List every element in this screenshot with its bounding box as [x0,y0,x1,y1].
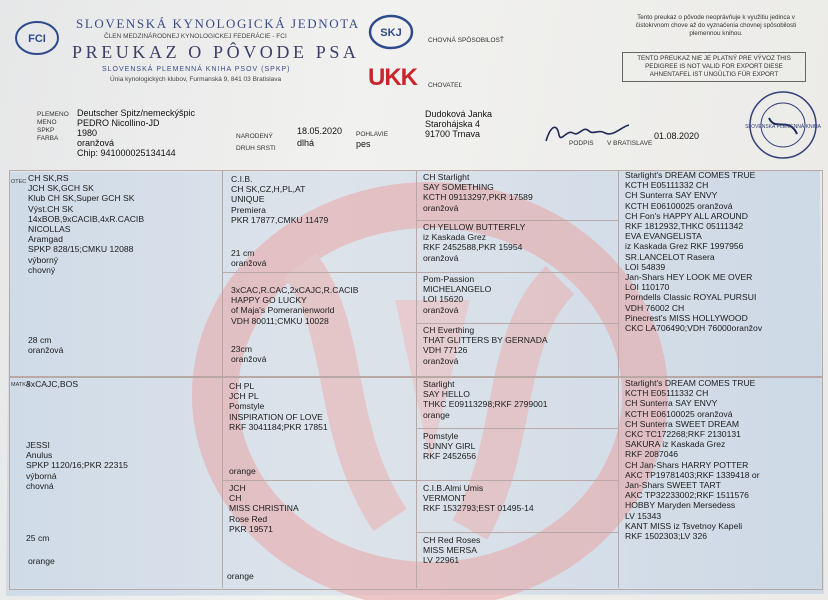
g3-line: SAY SOMETHING [423,182,494,193]
export-notice: TENTO PREUKAZ NIE JE PLATNÝ PRE VÝVOZ THIS PEDIGREE IS NOT VALID FOR EXPORT DIESE AHNENTAFEL IST UNGÜLTIG FÜR EXPORT [622,52,806,82]
g3-line: RKF 2452656 [423,451,477,462]
svg-text:SKJ: SKJ [380,27,402,39]
sd-name: HAPPY GO LUCKY [231,295,307,306]
g3-line: iz Kaskada Grez [423,232,487,243]
svg-text:FCI: FCI [28,33,46,45]
coat-value: dlhá [297,138,315,148]
coat-label: DRUH SRSTI [236,145,276,152]
dams-dam [229,483,299,534]
born-value: 18.05.2020 [297,126,343,136]
sires-dam-size [231,344,266,364]
dog-name: PEDRO Nicollino-JD [77,118,160,128]
dam-details [26,440,128,491]
g4-line: KANT MISS iz Tsvetnoy Kapeli [625,520,743,531]
column-divider-3 [618,170,619,588]
g3-line: RKF 2452588,PKR 15954 [423,242,523,253]
sd-line: 3xCAC,R.CAC,2xCAJC,R.CACIB [231,285,359,295]
row-divider-sire [222,272,618,273]
g3-line: VDH 77126 [423,345,468,356]
row-divider-g3a [416,220,618,221]
g3-line: CH YELLOW BUTTERFLY [423,222,526,232]
g3-line: orange [423,409,450,420]
g4-line: KCTH E05111332 CH [625,388,709,399]
g3-line: MICHELANGELO [423,284,492,295]
g3-line: CH Starlight [423,172,470,182]
g3-line: oranžová [423,202,459,213]
g3-line: VERMONT [423,493,466,504]
g4-line: CH Sunterra SWEET DREAM [625,418,739,429]
g4-line: RKF 1502303;LV 326 [625,531,708,542]
g3-sds [423,274,491,315]
g4-line: SR.LANCELOT Rasera [625,251,715,262]
ds-line: JCH PL [229,391,259,402]
g3-line: oranžová [423,252,459,263]
g3-sss [423,172,533,213]
g3-dss [423,379,548,420]
org-subtitle: ČLEN MEDZINÁRODNEJ KYNOLOGICKEJ FEDERÁCIE - FCI [104,33,287,40]
g4-line: RKF 1812932,THKC 05111342 [625,221,744,232]
g4-line: KCTH E05111332 CH [625,180,709,191]
dam-titles [26,379,78,389]
sd-line: oranžová [231,354,267,365]
g4-line: CKC LA706490;VDH 76000oranžov [625,323,763,334]
document-title: PREUKAZ O PÔVODE PSA [72,42,360,62]
g4-line: AKC TP19781403;RKF 1339418 or [625,469,760,480]
g4-line: SAKURA iz Kaskada Grez [625,439,726,450]
ukk-logo: UKK [368,64,417,91]
dam-line: výborná [26,470,57,481]
dd-line: JCH [229,483,246,493]
breeder-city: 91700 Trnava [425,129,481,139]
sire-line: Aramgad [28,234,63,245]
ss-line: CH SK,CZ,H,PL,AT [231,184,306,195]
g4-line: Jan-Shars HEY LOOK ME OVER [625,272,753,283]
g3-line: LV 22961 [423,555,460,566]
dam-line: SPKP 1120/16;PKR 22315 [26,460,128,471]
sex-label: POHLAVIE [356,131,389,138]
dam-size [26,533,49,543]
sire-line: Klub CH SK,Super GCH SK [28,193,135,204]
g3-line: RKF 1532793;EST 01495-14 [423,503,534,514]
breed-label: PLEMENO [37,111,69,118]
color-value: oranžová [77,138,115,148]
sire-line: JCH SK,GCH SK [28,183,94,194]
dam-line: Anulus [26,450,53,461]
issue-date: 01.08.2020 [654,131,700,141]
dd-line: PKR 19571 [229,523,273,534]
ds-line: Pomstyle [229,401,265,412]
g4-line: VDH 76002 CH [625,302,685,313]
dd-name: MISS CHRISTINA [229,503,299,514]
g4-line: CH Jan-Shars HARRY POTTER [625,459,749,470]
dam-height: 25 cm [26,533,50,543]
g3-line: THKC E09113298;RKF 2799001 [423,399,548,410]
ds-line: RKF 3041184;PKR 17851 [229,421,328,432]
g3-line: oranžová [423,304,459,315]
g4-line: CKC TC172268;RKF 2130131 [625,429,741,440]
org-name: SLOVENSKÁ KYNOLOGICKÁ JEDNOTA [76,16,360,31]
g4-line: Starlight's DREAM COMES TRUE [625,170,756,180]
g3-line: LOI 15620 [423,294,464,305]
row-divider-g3d [416,532,618,533]
registry-address: Únia kynologických klubov, Furmanská 9, 841 03 Bratislava [110,76,282,83]
sire-line: 14xBOB,9xCACIB,4xR.CACIB [28,213,145,224]
dam-line: chovná [26,480,54,491]
ss-name: UNIQUE [231,194,265,205]
g4-line: AKC TP32233002;RKF 1511576 [625,490,749,501]
g3-line: CH Everthing [423,325,475,335]
column-divider-1 [222,170,223,588]
dd-line: CH [229,493,242,504]
ss-line: Premiera [231,204,266,215]
breeder-street: Starohájska 4 [425,119,481,129]
spkp-label: SPKP [37,127,55,134]
g3-line: oranžová [423,355,459,366]
breeder-name: Dudoková Janka [425,109,493,119]
g4-line: CH Fon's HAPPY ALL AROUND [625,210,748,221]
g4-line: RKF 2087046 [625,449,679,460]
g3-line: Pomstyle [423,431,459,441]
sire-height: 28 cm [28,335,52,345]
g4-dam-side [625,378,760,541]
g3-line: MISS MERSA [423,545,477,556]
signature-label: PODPIS [569,140,594,147]
spkp-value: 1980 [77,128,98,138]
sd-line: VDH 80011;CMKU 10028 [231,315,329,326]
sire-line: CH SK,RS [28,173,69,183]
sire-name: NICOLLAS [28,224,71,235]
sires-sire-size [231,248,266,268]
breed-value: Deutscher Spitz/nemeckýšpic [77,108,196,118]
ds-name: INSPIRATION OF LOVE [229,411,323,422]
g4-line: KCTH E06100025 oranžová [625,200,733,211]
sire-label: OTEC [11,179,27,185]
dam-line: 3xCAJC,BOS [26,379,79,389]
fci-logo [14,20,60,61]
ds-line: orange [229,466,256,476]
sd-line: 23cm [231,344,253,354]
row-divider-g3c [416,428,618,429]
registry-name: SLOVENSKÁ PLEMENNÁ KNIHA PSOV (SPKP) [102,66,291,73]
g3-line: CH Red Roses [423,535,481,545]
g3-line: Starlight [423,379,455,389]
g4-line: KCTH E06100025 oranžová [625,408,733,419]
sire-color: oranžová [28,345,64,356]
g3-line: KCTH 09113297,PKR 17589 [423,192,533,203]
dd-line: Rose Red [229,513,268,524]
g3-line: Pom-Passion [423,274,475,284]
g4-line: LV 15343 [625,510,662,521]
svg-text:SLOVENSKÁ PLEMENNÁ KNIHA: SLOVENSKÁ PLEMENNÁ KNIHA [745,124,821,130]
dam-label: MATKA [11,382,30,388]
name-label: MENO [37,119,57,126]
sire-line: výborný [28,254,59,265]
row-divider-g3b [416,323,618,324]
sire-size [28,335,63,355]
g4-line: Porndells Classic ROYAL PURSUI [625,292,757,303]
official-seal [745,88,821,167]
chovnost-label: CHOVNÁ SPÔSOBILOSŤ [428,37,504,44]
g4-line: EVA EVANGELISTA [625,231,702,242]
ss-line: oranžová [231,258,267,269]
g4-line: CH Sunterra SAY ENVY [625,398,718,409]
sire-titles [28,173,144,275]
chip-value: Chip: 941000025134144 [77,148,176,158]
g3-sdd [423,325,548,366]
g3-line: SUNNY GIRL [423,441,476,452]
g3-line: THAT GLITTERS BY GERNADA [423,335,548,346]
sire-line: SPKP 828/15;CMKU 12088 [28,244,134,255]
sire-line: chovný [28,264,56,275]
g4-line: Starlight's DREAM COMES TRUE [625,378,756,388]
ski-logo [368,14,414,55]
dams-sire [229,381,328,432]
g3-ssd [423,222,525,263]
born-label: NARODENÝ [236,133,273,140]
g4-line: iz Kaskada Grez RKF 1997956 [625,241,744,252]
dams-sire-color [229,466,256,476]
dam-color-wrap [28,556,55,566]
g4-line: HOBBY Maryden Mersedess [625,500,736,511]
ss-line: 21 cm [231,248,255,258]
g4-line: Pinecrest's MISS HOLLYWOOD [625,312,748,323]
g3-line: C.I.B.Almi Umis [423,483,484,493]
sires-sire [231,174,328,225]
place-label: V BRATISLAVE [607,140,653,147]
dams-dam-color [227,571,254,581]
row-divider-dam [222,480,618,481]
g4-sire-side [625,170,762,333]
ss-line: PKR 17877,CMKU 11479 [231,214,329,225]
g3-dds [423,483,534,514]
dam-name: JESSI [26,440,50,450]
sex-value: pes [356,139,371,149]
sires-dam [231,285,359,326]
g3-line: SAY HELLO [423,389,470,400]
dd-line: orange [227,571,254,581]
column-divider-2 [416,170,417,588]
g4-line: Jan-Shars SWEET TART [625,480,721,491]
color-label: FARBA [37,135,59,142]
g3-ddd [423,535,480,566]
breeding-notice: Tento preukaz o pôvode neoprávňuje k využitiu jedinca v čistokrvnom chove až do vyznačenia chovnej spôsobilosti plemennou knihou. [635,14,797,37]
dam-color: orange [28,556,55,566]
ds-line: CH PL [229,381,255,391]
g3-dsd [423,431,476,462]
sd-line: of Maja's Pomeranienworld [231,305,335,316]
g4-line: CH Sunterra SAY ENVY [625,190,718,201]
ss-line: C.I.B. [231,174,253,184]
sire-line: Výst.CH SK [28,203,74,214]
g4-line: LOI 110170 [625,282,670,293]
g4-line: LOI 54839 [625,261,666,272]
chovatel-label: CHOVATEĽ [428,82,463,89]
